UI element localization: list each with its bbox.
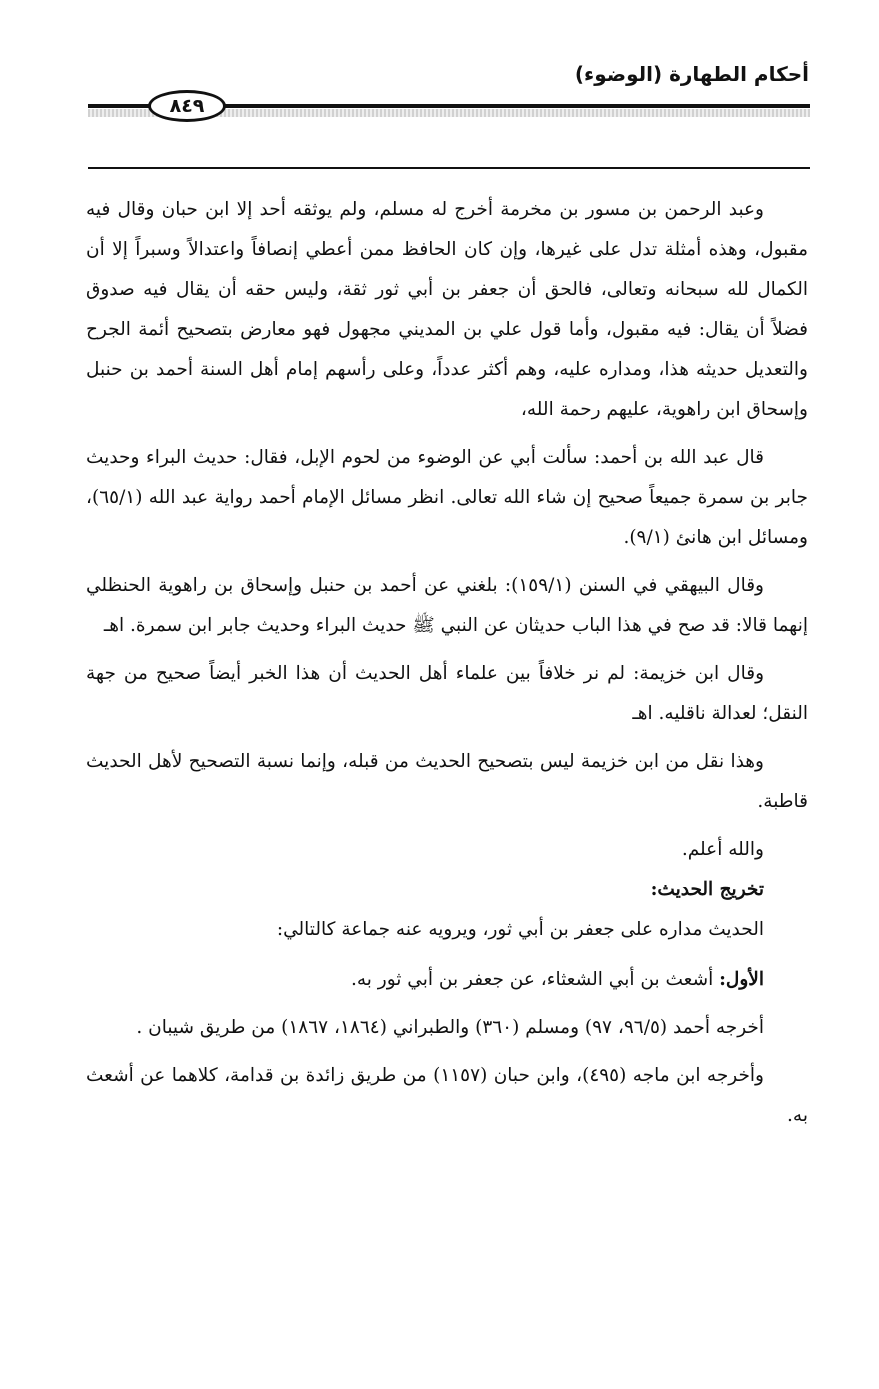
running-title: أحكام الطهارة (الوضوء) — [574, 62, 809, 86]
page-number-badge — [148, 90, 226, 122]
paragraph-2: قال عبد الله بن أحمد: سألت أبي عن الوضوء من لحوم الإبل، فقال: حديث البراء وحديث جابر بن سمرة جميعاً صحيح إن شاء الله تعالى. انظر مسائل الإمام أحمد رواية عبد الله (٦٥/١)، ومسائل ابن هانئ (٩/١). — [86, 447, 808, 548]
paragraph-5: وهذا نقل من ابن خزيمة ليس بتصحيح الحديث من قبله، وإنما نسبة التصحيح لأهل الحديث قاطبة. — [86, 751, 808, 812]
paragraph-3: وقال البيهقي في السنن (١٥٩/١): بلغني عن أحمد بن حنبل وإسحاق بن راهوية الحنظلي إنهما قالا: قد صح في هذا الباب حديثان عن النبي ﷺ حديث البراء وحديث جابر ابن سمرة. اهـ — [86, 575, 808, 636]
text-top-rule — [88, 167, 810, 169]
paragraph-6: والله أعلم. — [681, 839, 764, 860]
paragraph-4: وقال ابن خزيمة: لم نر خلافاً بين علماء أهل الحديث أن هذا الخبر أيضاً صحيح من جهة النقل؛ لعدالة ناقليه. اهـ — [86, 663, 808, 724]
paragraph-8: أخرجه أحمد (٩٦/٥، ٩٧) ومسلم (٣٦٠) والطبراني (١٨٦٤، ١٨٦٧) من طريق شيبان . — [136, 1017, 764, 1038]
paragraph-1: وعبد الرحمن بن مسور بن مخرمة أخرج له مسلم، ولم يوثقه أحد إلا ابن حبان وقال فيه مقبول، وهذه أمثلة تدل على غيرها، وإن كان الحافظ ممن أعطي إنصافاً واعتدالاً وسبراً إلا أن الكمال لله سبحانه وتعالى، فالحق أن جعفر بن أبي ثور ثقة، وليس حقه أن يقال فيه صدوق فضلاً أن يقال: فيه مقبول، وأما قول علي بن المديني مجهول فهو معارض بتصحيح أئمة الجرح والتعديل حديثه هذا، ومداره عليه، وهم أكثر عدداً، وعلى رأسهم إمام أهل السنة أحمد بن حنبل وإسحاق ابن راهوية، عليهم رحمة الله، — [86, 199, 808, 420]
section-heading: تخريج الحديث: — [650, 879, 764, 900]
paragraph-7: الحديث مداره على جعفر بن أبي ثور، ويرويه عنه جماعة كالتالي: — [276, 919, 764, 940]
first-route-text: أشعث بن أبي الشعثاء، عن جعفر بن أبي ثور به. — [350, 969, 720, 990]
first-route-label: الأول: — [719, 969, 764, 990]
page-number: ٨٤٩ — [169, 95, 205, 117]
body-text — [86, 190, 808, 1144]
paragraph-first-route — [86, 960, 808, 1000]
paragraph-9: وأخرجه ابن ماجه (٤٩٥)، وابن حبان (١١٥٧) من طريق زائدة بن قدامة، كلاهما عن أشعث به. — [86, 1065, 808, 1126]
